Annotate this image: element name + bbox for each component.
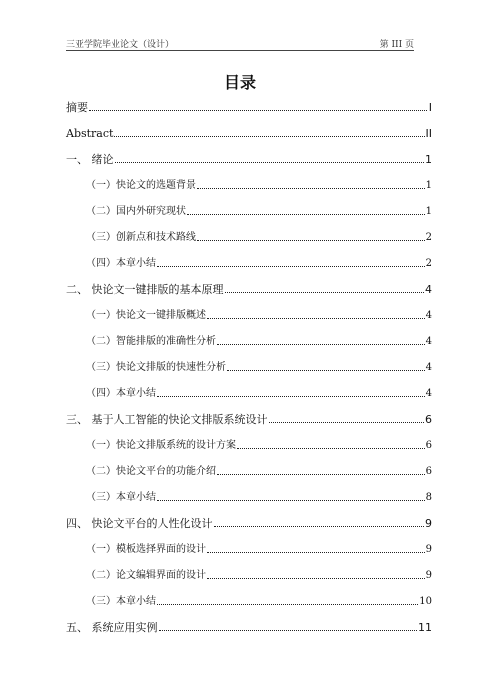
toc-entry-label: 二、 快论文一键排版的基本原理 <box>66 283 224 296</box>
toc-entry-label: （一）快论文的选题背景 <box>86 180 196 191</box>
toc-entry-page: 4 <box>425 283 432 296</box>
toc-entry[interactable] <box>86 176 432 192</box>
toc-entry[interactable] <box>86 228 432 244</box>
toc-leader-dots <box>207 552 425 553</box>
toc-entry-page: 4 <box>425 310 432 321</box>
toc-leader-dots <box>115 162 425 163</box>
page-header <box>66 34 414 50</box>
toc-leader-dots <box>217 474 425 475</box>
toc-entry[interactable] <box>66 124 432 140</box>
toc-leader-dots <box>269 422 425 423</box>
toc-leader-dots <box>157 500 425 501</box>
toc-leader-dots <box>227 370 425 371</box>
toc-entry-page: 11 <box>418 621 432 634</box>
toc-entry-label: （三）创新点和技术路线 <box>86 232 196 243</box>
toc-leader-dots <box>157 396 425 397</box>
toc-entry-page: 2 <box>425 232 432 243</box>
toc-leader-dots <box>187 214 425 215</box>
toc-leader-dots <box>157 604 418 605</box>
toc-entry-page: 6 <box>425 440 432 451</box>
toc-entry-label: Abstract <box>66 127 114 140</box>
toc-leader-dots <box>217 344 425 345</box>
toc-entry-label: 五、 系统应用实例 <box>66 621 158 634</box>
toc-entry-label: （二）智能排版的准确性分析 <box>86 336 216 347</box>
toc-entry[interactable] <box>86 332 432 348</box>
toc-title: 目录 <box>223 73 256 92</box>
toc-entry-label: （四）本章小结 <box>86 258 156 269</box>
toc-leader-dots <box>214 526 425 527</box>
toc-entry[interactable] <box>66 514 432 530</box>
toc-entry-label: 三、 基于人工智能的快论文排版系统设计 <box>66 413 268 426</box>
toc-entry-label: （三）本章小结 <box>86 492 156 503</box>
toc-entry-page: 1 <box>425 206 432 217</box>
toc-entry[interactable] <box>86 488 432 504</box>
toc-leader-dots <box>237 448 425 449</box>
toc-leader-dots <box>207 578 425 579</box>
toc-entry-label: 摘要 <box>66 101 88 114</box>
toc-entry[interactable] <box>66 150 432 166</box>
toc-leader-dots <box>197 188 425 189</box>
toc-entry[interactable] <box>86 306 432 322</box>
toc-entry-label: 一、 绪论 <box>66 153 114 166</box>
toc-entry-page: 1 <box>425 153 432 166</box>
toc-entry-page: 9 <box>425 517 432 530</box>
toc-entry[interactable] <box>66 410 432 426</box>
toc-entry[interactable] <box>86 592 432 608</box>
header-divider <box>66 50 414 51</box>
toc-entry-label: （二）国内外研究现状 <box>86 206 186 217</box>
toc-entry-page: 2 <box>425 258 432 269</box>
toc-leader-dots <box>157 266 425 267</box>
toc-entry-label: （三）快论文排版的快速性分析 <box>86 362 226 373</box>
toc-entry[interactable] <box>66 618 432 634</box>
toc-entry-label: （二）快论文平台的功能介绍 <box>86 466 216 477</box>
toc-entry-label: （二）论文编辑界面的设计 <box>86 570 206 581</box>
toc-entry-label: 四、 快论文平台的人性化设计 <box>66 517 213 530</box>
toc-entry[interactable] <box>86 384 432 400</box>
toc-leader-dots <box>89 110 427 111</box>
toc-entry-page: 10 <box>419 596 432 607</box>
toc-entry-label: （一）模板选择界面的设计 <box>86 544 206 555</box>
toc-leader-dots <box>159 630 418 631</box>
toc-entry-label: （一）快论文排版系统的设计方案 <box>86 440 236 451</box>
toc-entry-page: 1 <box>425 180 432 191</box>
toc-entry-page: 4 <box>425 388 432 399</box>
toc-entry-page: 9 <box>425 544 432 555</box>
toc-leader-dots <box>197 240 425 241</box>
toc-entry[interactable] <box>86 254 432 270</box>
toc-leader-dots <box>114 136 424 137</box>
toc-entry[interactable] <box>86 566 432 582</box>
toc-leader-dots <box>225 292 425 293</box>
toc-entry-page: II <box>425 127 432 140</box>
toc-entry[interactable] <box>86 436 432 452</box>
toc-entry[interactable] <box>86 462 432 478</box>
toc-entry-page: 4 <box>425 362 432 373</box>
toc-entry-page: 4 <box>425 336 432 347</box>
header-page-number: 第 III 页 <box>379 40 414 50</box>
toc-entry-page: 9 <box>425 570 432 581</box>
toc-entry-page: 8 <box>425 492 432 503</box>
toc-entry-page: 6 <box>425 466 432 477</box>
toc-entry[interactable] <box>66 280 432 296</box>
toc-entry-page: I <box>428 101 432 114</box>
toc-leader-dots <box>207 318 425 319</box>
toc-entry-label: （四）本章小结 <box>86 388 156 399</box>
toc-entry[interactable] <box>86 540 432 556</box>
toc-entry-page: 6 <box>425 413 432 426</box>
header-school-title: 三亚学院毕业论文（设计） <box>66 40 175 50</box>
toc-entry[interactable] <box>86 358 432 374</box>
toc-entry[interactable] <box>86 202 432 218</box>
toc-entry-label: （三）本章小结 <box>86 596 156 607</box>
toc-entry[interactable] <box>66 98 432 114</box>
toc-entry-label: （一）快论文一键排版概述 <box>86 310 206 321</box>
